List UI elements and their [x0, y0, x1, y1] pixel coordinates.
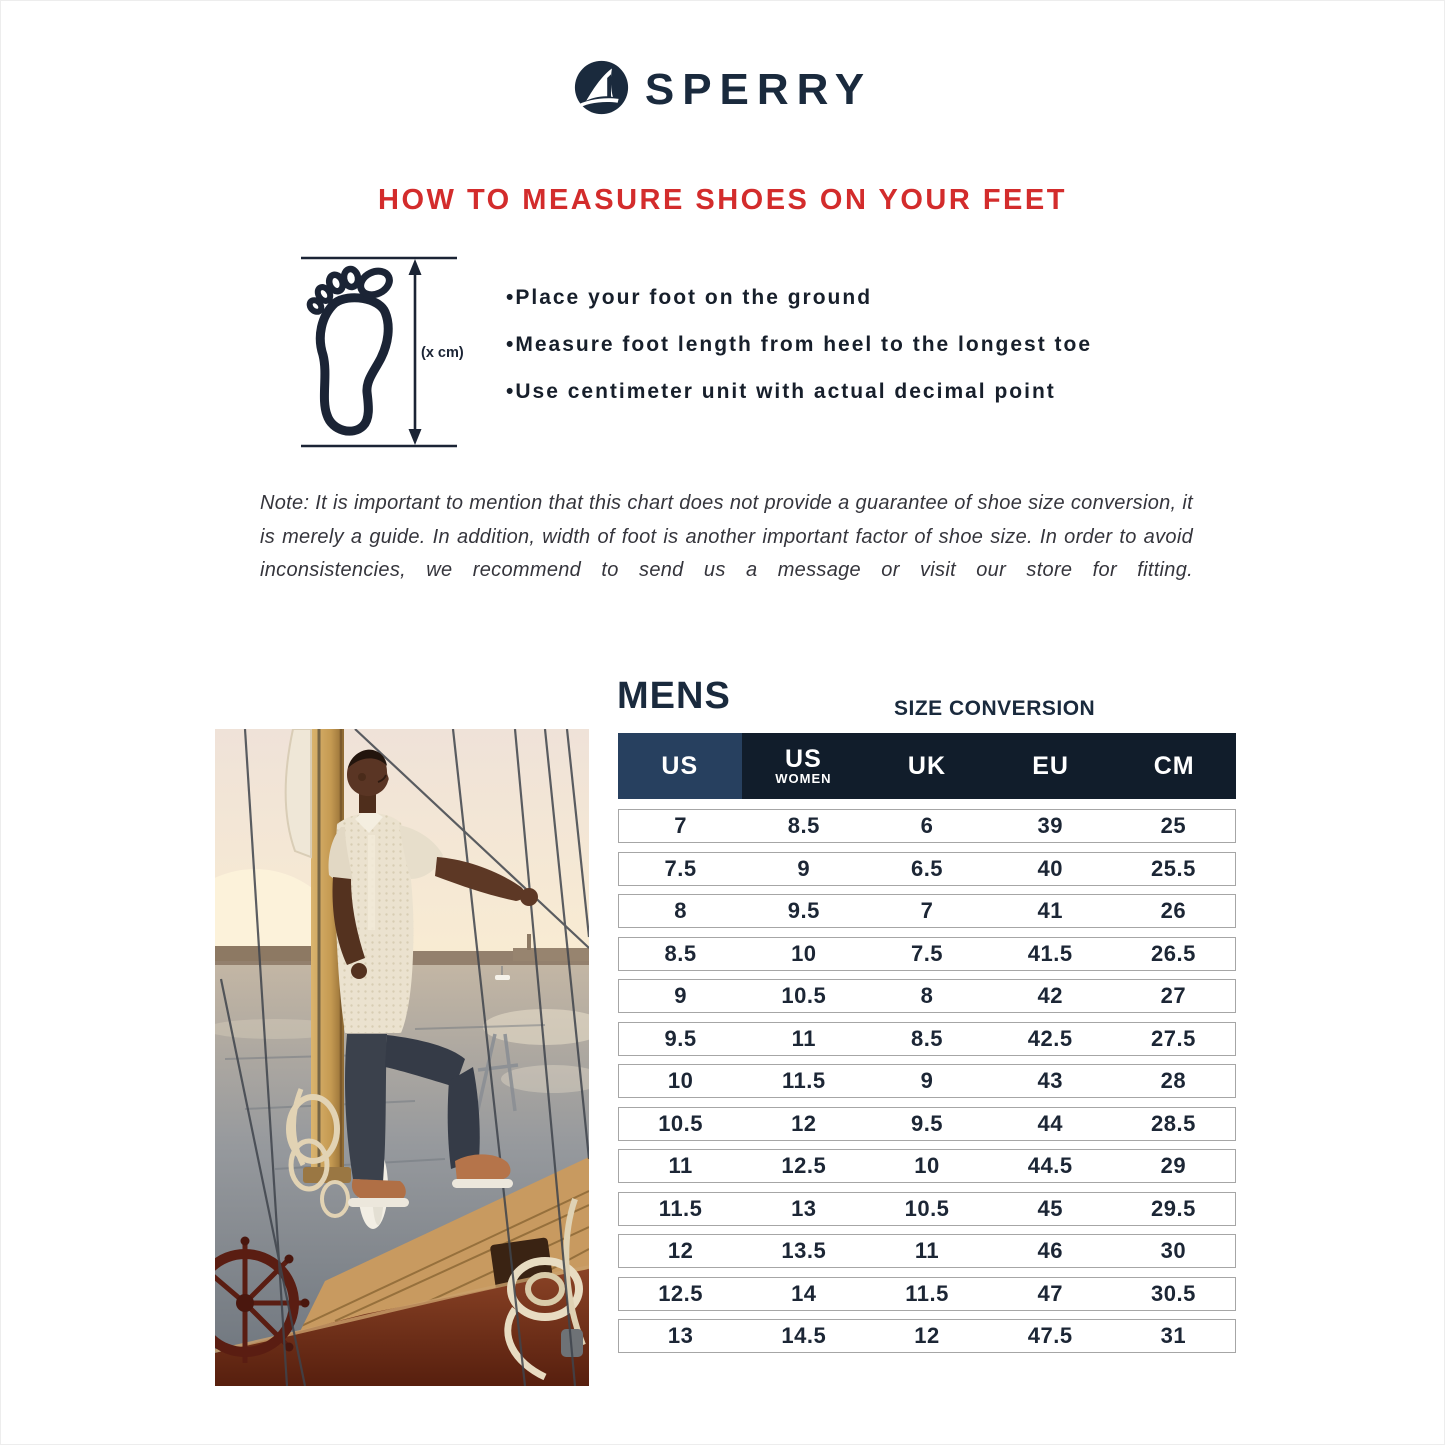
column-header-label: US [785, 744, 822, 773]
brand-logo [1, 59, 1444, 116]
size-conversion-table [618, 733, 1236, 1362]
size-cell: 9.5 [910, 1110, 944, 1136]
size-cell: 26.5 [1151, 940, 1196, 966]
size-row [618, 1022, 1236, 1056]
size-cell: 11 [668, 1153, 693, 1178]
size-cell: 31 [1160, 1323, 1187, 1348]
note-paragraph: Note: It is important to mention that this chart does not provide a guarantee of shoe size conversion, it is merely a guide. In addition, width of foot is another important factor of shoe size. In order to avoid inconsistencies, we recommend to send us a message or visit our store for fitting. [260, 492, 1193, 581]
size-row [618, 1192, 1236, 1226]
size-cell: 8.5 [664, 940, 697, 966]
size-cell: 7.5 [910, 940, 944, 966]
size-cell: 8.5 [910, 1025, 944, 1051]
column-header-sublabel: WOMEN [775, 770, 832, 786]
size-row [618, 1277, 1236, 1311]
table-body [618, 809, 1236, 1353]
size-row [618, 809, 1236, 843]
size-cell: 13 [667, 1323, 694, 1348]
sailing-photo [215, 729, 589, 1386]
size-cell: 12.5 [781, 1153, 827, 1178]
size-cell: 47.5 [1027, 1323, 1073, 1348]
size-cell: 43 [1037, 1068, 1063, 1093]
size-cell: 11.5 [658, 1195, 703, 1221]
size-cell: 7 [674, 813, 687, 838]
size-cell: 10.5 [781, 983, 827, 1008]
brand-name: SPERRY [644, 64, 873, 114]
size-cell: 40 [1037, 855, 1063, 881]
size-cell: 10.5 [658, 1110, 704, 1136]
size-row [618, 937, 1236, 971]
size-cell: 10 [791, 940, 817, 966]
page-title: HOW TO MEASURE SHOES ON YOUR FEET [378, 184, 1067, 216]
size-cell: 28.5 [1151, 1110, 1196, 1136]
column-header-us-women [742, 733, 866, 799]
size-cell: 10 [667, 1068, 694, 1093]
size-cell: 29 [1160, 1153, 1187, 1178]
size-cell: 6.5 [910, 855, 944, 881]
size-cell: 12 [667, 1238, 694, 1263]
size-cell: 11.5 [905, 1280, 949, 1306]
size-cell: 9 [920, 1068, 934, 1093]
size-row [618, 1149, 1236, 1183]
size-row [618, 979, 1236, 1013]
size-cell: 39 [1037, 813, 1063, 838]
size-cell: 13.5 [781, 1238, 827, 1263]
size-cell: 44 [1037, 1110, 1063, 1136]
size-row [618, 1234, 1236, 1268]
size-cell: 9 [797, 855, 811, 881]
column-header-label: UK [907, 751, 947, 780]
size-row [618, 852, 1236, 886]
size-cell: 6 [920, 813, 934, 838]
size-cell: 42.5 [1027, 1025, 1073, 1051]
size-row [618, 1107, 1236, 1141]
size-cell: 27.5 [1151, 1025, 1196, 1051]
size-cell: 11 [914, 1238, 940, 1263]
size-cell: 14 [791, 1280, 817, 1306]
size-cell: 9.5 [787, 898, 820, 923]
size-cell: 9 [674, 983, 687, 1008]
size-cell: 12 [914, 1323, 940, 1348]
size-cell: 29.5 [1151, 1195, 1196, 1221]
size-cell: 30 [1160, 1238, 1187, 1263]
size-conversion-label: SIZE CONVERSION [894, 697, 1096, 720]
size-cell: 26 [1160, 898, 1187, 923]
column-header-label: EU [1032, 751, 1069, 780]
bullet-item: •Use centimeter unit with actual decimal point [506, 380, 1056, 403]
size-cell: 8 [674, 898, 687, 923]
measure-bullets [506, 285, 1186, 426]
size-cell: 14.5 [781, 1323, 827, 1348]
size-cell: 11.5 [782, 1068, 826, 1093]
size-cell: 12 [791, 1110, 817, 1136]
size-cell: 27 [1160, 983, 1187, 1008]
size-cell: 11 [791, 1025, 816, 1051]
size-cell: 12.5 [658, 1280, 704, 1306]
size-cell: 13 [791, 1195, 817, 1221]
diagram-unit-label: (x cm) [421, 345, 464, 361]
size-cell: 42 [1037, 983, 1063, 1008]
size-cell: 45 [1037, 1195, 1063, 1221]
size-cell: 41.5 [1027, 940, 1073, 966]
size-cell: 9.5 [664, 1025, 697, 1051]
size-row [618, 1319, 1236, 1353]
size-row [618, 894, 1236, 928]
size-cell: 8 [920, 983, 934, 1008]
sailboat-icon [573, 59, 630, 116]
size-cell: 25 [1160, 813, 1187, 838]
foot-icon [307, 267, 393, 431]
size-cell: 44.5 [1027, 1153, 1073, 1178]
size-cell: 10 [914, 1153, 940, 1178]
column-header-uk [865, 733, 989, 799]
column-header-label: US [661, 751, 699, 780]
size-cell: 46 [1037, 1238, 1063, 1263]
size-cell: 41 [1037, 898, 1063, 923]
column-header-cm [1112, 733, 1236, 799]
size-cell: 28 [1160, 1068, 1187, 1093]
size-cell: 25.5 [1151, 855, 1196, 881]
size-cell: 7.5 [664, 855, 697, 881]
size-cell: 7 [920, 898, 934, 923]
size-cell: 10.5 [904, 1195, 950, 1221]
column-header-us [618, 733, 742, 799]
section-title-mens: MENS [617, 675, 731, 717]
table-header-row [618, 733, 1236, 799]
measure-arrow-icon [409, 259, 422, 445]
column-header-eu [989, 733, 1113, 799]
size-cell: 30.5 [1151, 1280, 1196, 1306]
bullet-item: •Measure foot length from heel to the longest toe [506, 333, 1093, 356]
column-header-label: CM [1153, 751, 1195, 780]
size-row [618, 1064, 1236, 1098]
size-cell: 8.5 [787, 813, 820, 838]
foot-measurement-diagram [297, 253, 465, 451]
bullet-item: •Place your foot on the ground [506, 286, 873, 309]
size-cell: 47 [1037, 1280, 1063, 1306]
